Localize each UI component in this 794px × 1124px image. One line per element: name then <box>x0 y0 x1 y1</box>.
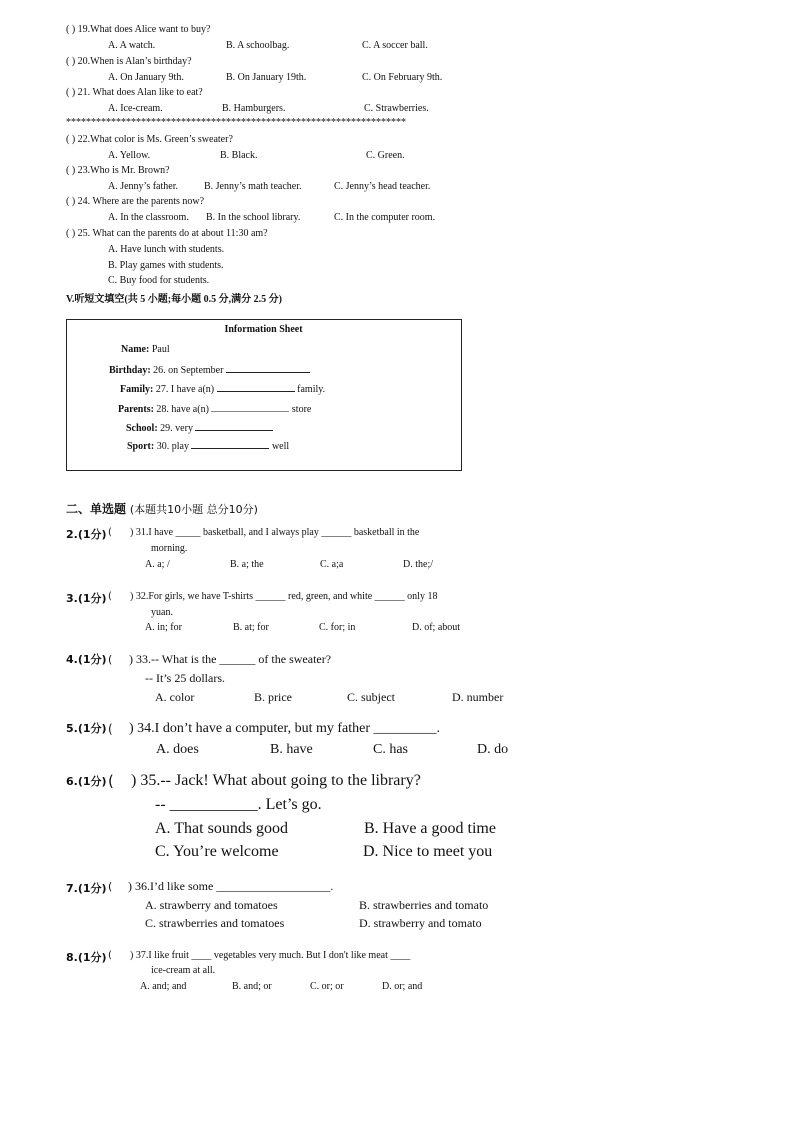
row-text: 27. I have a(n) <box>153 384 217 395</box>
row-label: Name: <box>121 344 150 355</box>
option: A. in; for <box>145 622 182 633</box>
question-36-line1: ) 36.I’d like some ___________________. <box>128 879 334 893</box>
option: B. have <box>270 742 313 757</box>
info-row-family <box>120 382 325 395</box>
row-text: Paul <box>149 344 170 355</box>
answer-paren: ( <box>108 722 113 736</box>
option: C. Buy food for students. <box>108 275 210 286</box>
question-21-stem: ( ) 21. What does Alan like to eat? <box>66 87 203 98</box>
option: B. In the school library. <box>206 212 301 223</box>
answer-paren: ( <box>108 950 112 961</box>
info-sheet-title: Information Sheet <box>224 324 303 335</box>
question-32-line1: ) 32.For girls, we have T-shirts ______ red, green, and white ______ only 18 <box>130 591 438 602</box>
section-2-note: (本题共10小题 总分10分) <box>129 503 258 516</box>
option: B. and; or <box>232 981 272 992</box>
option: A. Jenny’s father. <box>108 181 178 192</box>
info-row-sport <box>127 439 289 452</box>
option: A. a; / <box>145 559 170 570</box>
option: B. at; for <box>233 622 269 633</box>
option: B. Black. <box>220 150 258 161</box>
section-2-heading <box>66 500 258 517</box>
question-25-stem: ( ) 25. What can the parents do at about 11:30 am? <box>66 228 268 239</box>
option: C. strawberries and tomatoes <box>145 916 285 930</box>
row-label: Birthday: <box>109 365 151 376</box>
option: A. Have lunch with students. <box>108 244 225 255</box>
option: A. and; and <box>140 981 187 992</box>
option: D. of; about <box>412 622 461 633</box>
info-row-parents <box>118 402 311 415</box>
question-32-line2: yuan. <box>151 607 173 618</box>
option: C. subject <box>347 690 395 704</box>
section-v-title: V.听短文填空(共 5 小题;每小题 0.5 分,满分 2.5 分) <box>66 294 282 305</box>
option: C. or; or <box>310 981 344 992</box>
option: C. Green. <box>366 150 405 161</box>
row-after: family. <box>294 384 326 395</box>
information-sheet-box <box>66 319 462 471</box>
question-19-stem: ( ) 19.What does Alice want to buy? <box>66 24 211 35</box>
blank-30[interactable] <box>191 439 269 449</box>
info-row-name <box>121 344 170 355</box>
question-31-line2: morning. <box>151 543 188 554</box>
option: D. strawberry and tomato <box>359 916 482 930</box>
question-34-line1: ) 34.I don’t have a computer, but my father _________. <box>129 721 440 736</box>
question-number: 8.(1分) <box>66 951 107 964</box>
option: C. has <box>373 742 408 757</box>
row-text: 30. play <box>154 441 192 452</box>
option: A. A watch. <box>108 40 156 51</box>
option: D. the;/ <box>403 559 433 570</box>
question-22-stem: ( ) 22.What color is Ms. Green’s sweater? <box>66 134 233 145</box>
option: B. Hamburgers. <box>222 103 286 114</box>
option: A. strawberry and tomatoes <box>145 898 278 912</box>
question-23-stem: ( ) 23.Who is Mr. Brown? <box>66 165 170 176</box>
option: A. In the classroom. <box>108 212 189 223</box>
question-number: 7.(1分) <box>66 882 107 895</box>
info-row-birthday <box>109 363 310 376</box>
option: C. Strawberries. <box>364 103 429 114</box>
option: B. A schoolbag. <box>226 40 290 51</box>
option: A. color <box>155 690 195 704</box>
blank-29[interactable] <box>195 421 273 431</box>
row-label: Sport: <box>127 441 155 452</box>
blank-28[interactable] <box>211 402 289 412</box>
question-number: 5.(1分) <box>66 722 107 735</box>
question-number: 4.(1分) <box>66 653 107 666</box>
option: C. a;a <box>320 559 344 570</box>
row-after: store <box>289 404 312 415</box>
option: D. number <box>452 690 504 704</box>
option: D. do <box>477 742 509 757</box>
question-33-line2: -- It’s 25 dollars. <box>145 671 225 685</box>
option: B. Jenny’s math teacher. <box>204 181 302 192</box>
question-37-line1: ) 37.I like fruit ____ vegetables very much. But I don't like meat ____ <box>130 950 411 961</box>
question-35-line1: ) 35.-- Jack! What about going to the library? <box>131 772 421 789</box>
option: B. Have a good time <box>364 820 496 837</box>
question-number: 3.(1分) <box>66 592 107 605</box>
question-number: 6.(1分) <box>66 775 107 788</box>
option: C. A soccer ball. <box>362 40 428 51</box>
option: B. strawberries and tomato <box>359 898 489 912</box>
row-text: 26. on September <box>150 365 226 376</box>
row-label: Parents: <box>118 404 154 415</box>
option: B. On January 19th. <box>226 72 307 83</box>
option: B. Play games with students. <box>108 260 224 271</box>
question-37-line2: ice-cream at all. <box>151 965 216 976</box>
row-text: 29. very <box>157 423 196 434</box>
info-row-school <box>126 421 273 434</box>
question-24-stem: ( ) 24. Where are the parents now? <box>66 196 205 207</box>
row-after: well <box>269 441 290 452</box>
answer-paren: ( <box>108 880 113 893</box>
option: C. On February 9th. <box>362 72 443 83</box>
option: C. for; in <box>319 622 356 633</box>
question-number: 2.(1分) <box>66 528 107 541</box>
option: D. Nice to meet you <box>363 843 493 860</box>
option: B. price <box>254 690 292 704</box>
option: A. On January 9th. <box>108 72 184 83</box>
answer-paren: ( <box>108 527 112 538</box>
question-20-stem: ( ) 20.When is Alan’s birthday? <box>66 56 192 67</box>
question-31-line1: ) 31.I have _____ basketball, and I always play ______ basketball in the <box>130 527 420 538</box>
option: A. Yellow. <box>108 150 151 161</box>
answer-paren: ( <box>108 653 113 666</box>
option: C. Jenny’s head teacher. <box>334 181 431 192</box>
option: A. Ice-cream. <box>108 103 163 114</box>
answer-paren: ( <box>108 772 114 790</box>
option: A. That sounds good <box>155 820 289 837</box>
option: C. In the computer room. <box>334 212 436 223</box>
row-label: Family: <box>120 384 154 395</box>
option: D. or; and <box>382 981 423 992</box>
question-33-line1: ) 33.-- What is the ______ of the sweater? <box>129 652 332 666</box>
answer-paren: ( <box>108 591 112 602</box>
option: A. does <box>156 742 199 757</box>
row-label: School: <box>126 423 158 434</box>
blank-26[interactable] <box>226 363 310 373</box>
blank-27[interactable] <box>217 382 295 392</box>
option: C. You’re welcome <box>155 843 279 860</box>
row-text: 28. have a(n) <box>153 404 212 415</box>
question-35-line2: -- ___________. Let’s go. <box>155 796 322 813</box>
section-2-title: 二、单选题 <box>66 502 127 516</box>
separator-stars: ******************************************************************** <box>66 117 406 128</box>
option: B. a; the <box>230 559 264 570</box>
